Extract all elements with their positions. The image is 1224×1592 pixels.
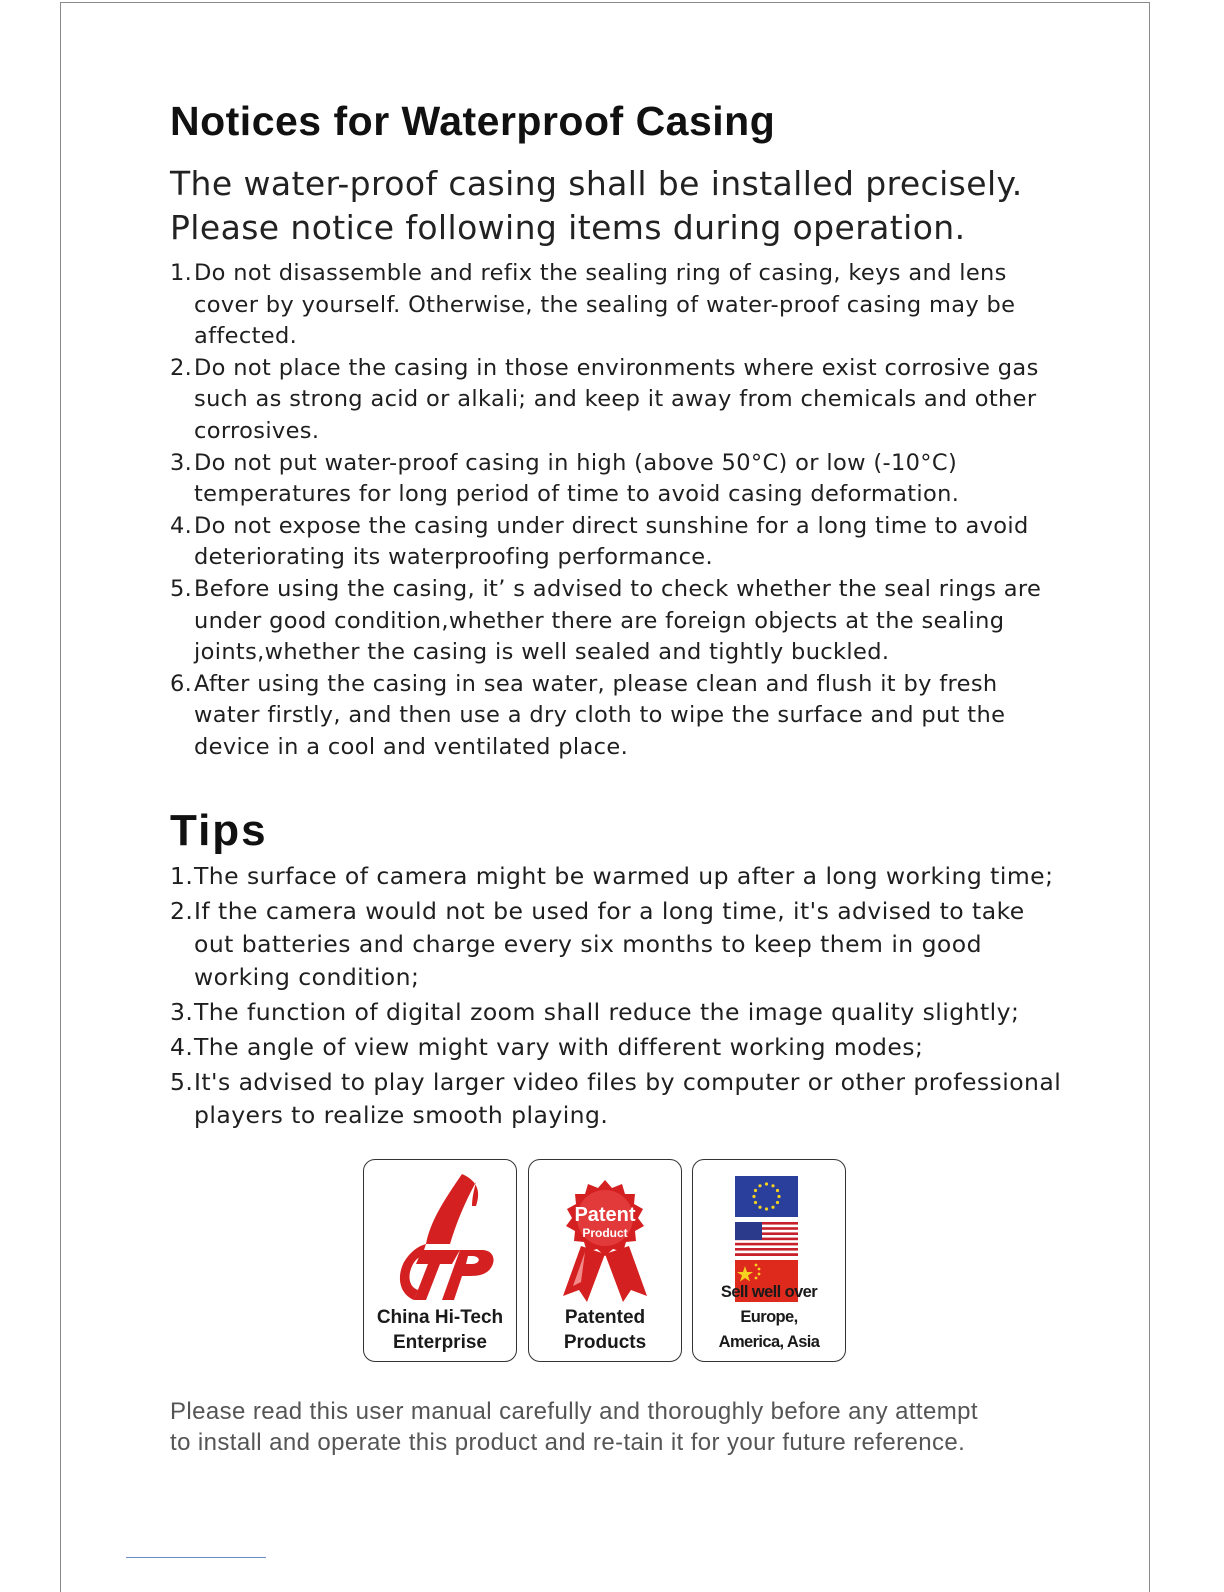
notice-text: After using the casing in sea water, please clean and flush it by fresh water firstly, and then use a dry cloth to wipe the surface and put the device in a cool and ventilated place. bbox=[194, 670, 1006, 760]
world-badge bbox=[692, 1159, 846, 1362]
hitech-caption-line-1: China Hi-Tech bbox=[376, 1307, 504, 1328]
notice-text: Do not expose the casing under direct sunshine for a long time to avoid deteriorating its waterproofing performance. bbox=[194, 512, 1029, 571]
notice-number: 3. bbox=[170, 449, 193, 476]
tip-item bbox=[170, 1031, 1070, 1064]
hitech-logo-icon bbox=[364, 1160, 518, 1310]
hitech-badge bbox=[363, 1159, 517, 1362]
patent-caption-line-1: Patented bbox=[564, 1307, 646, 1328]
tip-text: It's advised to play larger video files by computer or other professional players to realize smooth playing. bbox=[194, 1068, 1062, 1129]
bottom-underline bbox=[126, 1557, 266, 1558]
notice-number: 4. bbox=[170, 512, 193, 539]
tip-item bbox=[170, 1066, 1070, 1132]
seal-text-1: Patent bbox=[574, 1204, 636, 1226]
lead-line-1: The water-proof casing shall be installed precisely. bbox=[170, 164, 1023, 203]
notice-number: 1. bbox=[170, 260, 193, 286]
notice-item bbox=[170, 448, 1070, 511]
footer-line-1: Please read this user manual carefully and thoroughly before any attempt bbox=[170, 1398, 978, 1425]
tip-item bbox=[170, 860, 1070, 893]
notice-text: Do not disassemble and refix the sealing ring of casing, keys and lens cover by yourself. Otherwise, the sealing of water-proof casing may be affected. bbox=[194, 260, 1016, 350]
notice-item bbox=[170, 353, 1070, 448]
tip-item bbox=[170, 996, 1070, 1029]
tip-number: 3. bbox=[170, 998, 194, 1026]
world-caption-line-1: Sell well over Europe, bbox=[720, 1283, 818, 1326]
patent-caption-line-2: Products bbox=[563, 1332, 647, 1353]
notice-item bbox=[170, 511, 1070, 574]
tip-text: The angle of view might vary with different working modes; bbox=[194, 1033, 924, 1061]
world-caption-line-2: America, Asia bbox=[718, 1333, 820, 1351]
tips-title: Tips bbox=[170, 806, 268, 855]
tip-item bbox=[170, 895, 1070, 994]
patent-seal-icon bbox=[529, 1160, 683, 1310]
patent-badge bbox=[528, 1159, 682, 1362]
tip-number: 2. bbox=[170, 897, 194, 925]
tip-text: The function of digital zoom shall reduce the image quality slightly; bbox=[194, 998, 1020, 1026]
notice-text: Before using the casing, it’ s advised to check whether the seal rings are under good condition,whether there are foreign objects at the sealing joints,whether the casing is well sealed and tightly buckled. bbox=[194, 575, 1042, 666]
tip-text: If the camera would not be used for a long time, it's advised to take out batteries and charge every six months to keep them in good working condition; bbox=[194, 897, 1025, 991]
seal-text-2: Product bbox=[582, 1226, 628, 1240]
notice-number: 5. bbox=[170, 575, 193, 602]
footer-notice bbox=[170, 1396, 1050, 1458]
hitech-caption-line-2: Enterprise bbox=[393, 1332, 487, 1353]
notice-number: 2. bbox=[170, 354, 193, 381]
notices-title: Notices for Waterproof Casing bbox=[170, 98, 776, 144]
notice-text: Do not place the casing in those environments where exist corrosive gas such as strong acid or alkali; and keep it away from chemicals and other corrosives. bbox=[194, 354, 1039, 444]
tip-number: 1. bbox=[170, 862, 194, 890]
tip-text: The surface of camera might be warmed up after a long working time; bbox=[194, 862, 1054, 890]
notice-list bbox=[170, 258, 1070, 764]
notices-lead bbox=[170, 162, 1070, 250]
hitech-caption bbox=[364, 1305, 516, 1355]
notice-item bbox=[170, 574, 1070, 669]
notice-text: Do not put water-proof casing in high (above 50°C) or low (-10°C) temperatures for long period of time to avoid casing deformation. bbox=[194, 449, 960, 508]
eu-flag-icon bbox=[735, 1176, 798, 1217]
tip-number: 4. bbox=[170, 1033, 194, 1061]
footer-line-2: to install and operate this product and re-tain it for your future reference. bbox=[170, 1429, 966, 1456]
certification-badges bbox=[363, 1159, 848, 1364]
notice-item bbox=[170, 258, 1070, 353]
tips-list bbox=[170, 860, 1070, 1134]
tip-number: 5. bbox=[170, 1068, 194, 1096]
notice-item bbox=[170, 669, 1070, 764]
notice-number: 6. bbox=[170, 670, 193, 697]
us-flag-icon bbox=[735, 1222, 798, 1256]
world-caption bbox=[693, 1280, 845, 1355]
lead-line-2: Please notice following items during operation. bbox=[170, 208, 966, 247]
patent-caption bbox=[529, 1305, 681, 1355]
